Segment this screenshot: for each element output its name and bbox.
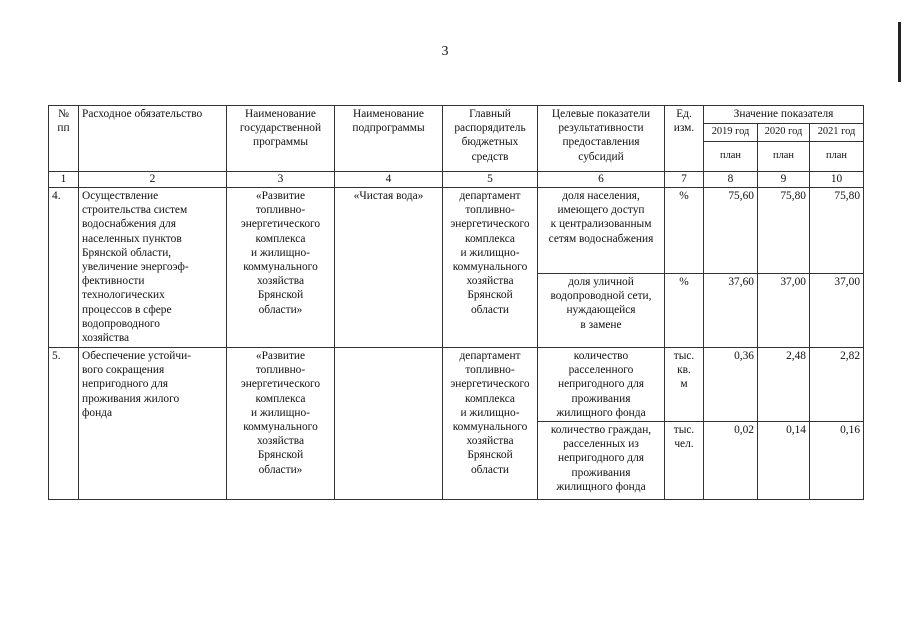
- manager-cell: департамент топливно- энергетического комплекса и жилищно- коммунального хозяйства Брянской области: [443, 348, 538, 500]
- header-obligation: Расходное обязательство: [79, 106, 227, 172]
- program-cell: «Развитие топливно- энергетического комплекса и жилищно- коммунального хозяйства Брянской области»: [227, 348, 335, 500]
- header-subprogram: Наименование подпрограммы: [335, 106, 443, 172]
- unit-cell: тыс. чел.: [665, 422, 704, 500]
- row-number: 5.: [49, 348, 79, 500]
- column-number: 2: [79, 172, 227, 188]
- obligation-cell: Обеспечение устойчи- вого сокращения непригодного для проживания жилого фонда: [79, 348, 227, 500]
- scan-edge-line: [898, 22, 901, 82]
- page-number: 3: [441, 44, 449, 59]
- value-2021-cell: 75,80: [810, 188, 864, 274]
- value-2020-cell: 37,00: [758, 274, 810, 348]
- header-plan-2020: план: [758, 142, 810, 172]
- subprogram-cell: «Чистая вода»: [335, 188, 443, 348]
- subprogram-cell: [335, 348, 443, 500]
- row-number: 4.: [49, 188, 79, 348]
- header-plan-2019: план: [704, 142, 758, 172]
- manager-cell: департамент топливно- энергетического комплекса и жилищно- коммунального хозяйства Брянской области: [443, 188, 538, 348]
- header-no: № пп: [49, 106, 79, 172]
- target-indicator-cell: доля уличной водопроводной сети, нуждающейся в замене: [538, 274, 665, 348]
- value-2019-cell: 0,36: [704, 348, 758, 422]
- column-number: 5: [443, 172, 538, 188]
- unit-cell: тыс. кв. м: [665, 348, 704, 422]
- value-2021-cell: 37,00: [810, 274, 864, 348]
- header-manager: Главный распорядитель бюджетных средств: [443, 106, 538, 172]
- indicators-table: [48, 105, 864, 500]
- header-year-2020: 2020 год: [758, 124, 810, 142]
- value-2020-cell: 75,80: [758, 188, 810, 274]
- column-number: 3: [227, 172, 335, 188]
- value-2021-cell: 0,16: [810, 422, 864, 500]
- header-year-2021: 2021 год: [810, 124, 864, 142]
- column-number: 7: [665, 172, 704, 188]
- column-number: 1: [49, 172, 79, 188]
- obligation-cell: Осуществление строительства систем водоснабжения для населенных пунктов Брянской области, увеличение энергоэф- фективности технологических процессов в сфере водопроводного хозяйства: [79, 188, 227, 348]
- column-number: 10: [810, 172, 864, 188]
- header-target: Целевые показатели результативности предоставления субсидий: [538, 106, 665, 172]
- value-2020-cell: 0,14: [758, 422, 810, 500]
- target-indicator-cell: доля населения, имеющего доступ к централизованным сетям водоснабжения: [538, 188, 665, 274]
- header-plan-2021: план: [810, 142, 864, 172]
- value-2021-cell: 2,82: [810, 348, 864, 422]
- column-number: 4: [335, 172, 443, 188]
- table-row: [49, 188, 864, 274]
- target-indicator-cell: количество граждан, расселенных из непригодного для проживания жилищного фонда: [538, 422, 665, 500]
- header-year-2019: 2019 год: [704, 124, 758, 142]
- table-row: [49, 348, 864, 422]
- header-row: [49, 106, 864, 124]
- value-2019-cell: 0,02: [704, 422, 758, 500]
- value-2019-cell: 75,60: [704, 188, 758, 274]
- target-indicator-cell: количество расселенного непригодного для проживания жилищного фонда: [538, 348, 665, 422]
- unit-cell: %: [665, 188, 704, 274]
- column-number: 6: [538, 172, 665, 188]
- header-value-group: Значение показателя: [704, 106, 864, 124]
- header-program: Наименование государственной программы: [227, 106, 335, 172]
- column-number: 8: [704, 172, 758, 188]
- value-2020-cell: 2,48: [758, 348, 810, 422]
- unit-cell: %: [665, 274, 704, 348]
- value-2019-cell: 37,60: [704, 274, 758, 348]
- column-number: 9: [758, 172, 810, 188]
- column-numbers-row: [49, 172, 864, 188]
- header-unit: Ед. изм.: [665, 106, 704, 172]
- program-cell: «Развитие топливно- энергетического комплекса и жилищно- коммунального хозяйства Брянской области»: [227, 188, 335, 348]
